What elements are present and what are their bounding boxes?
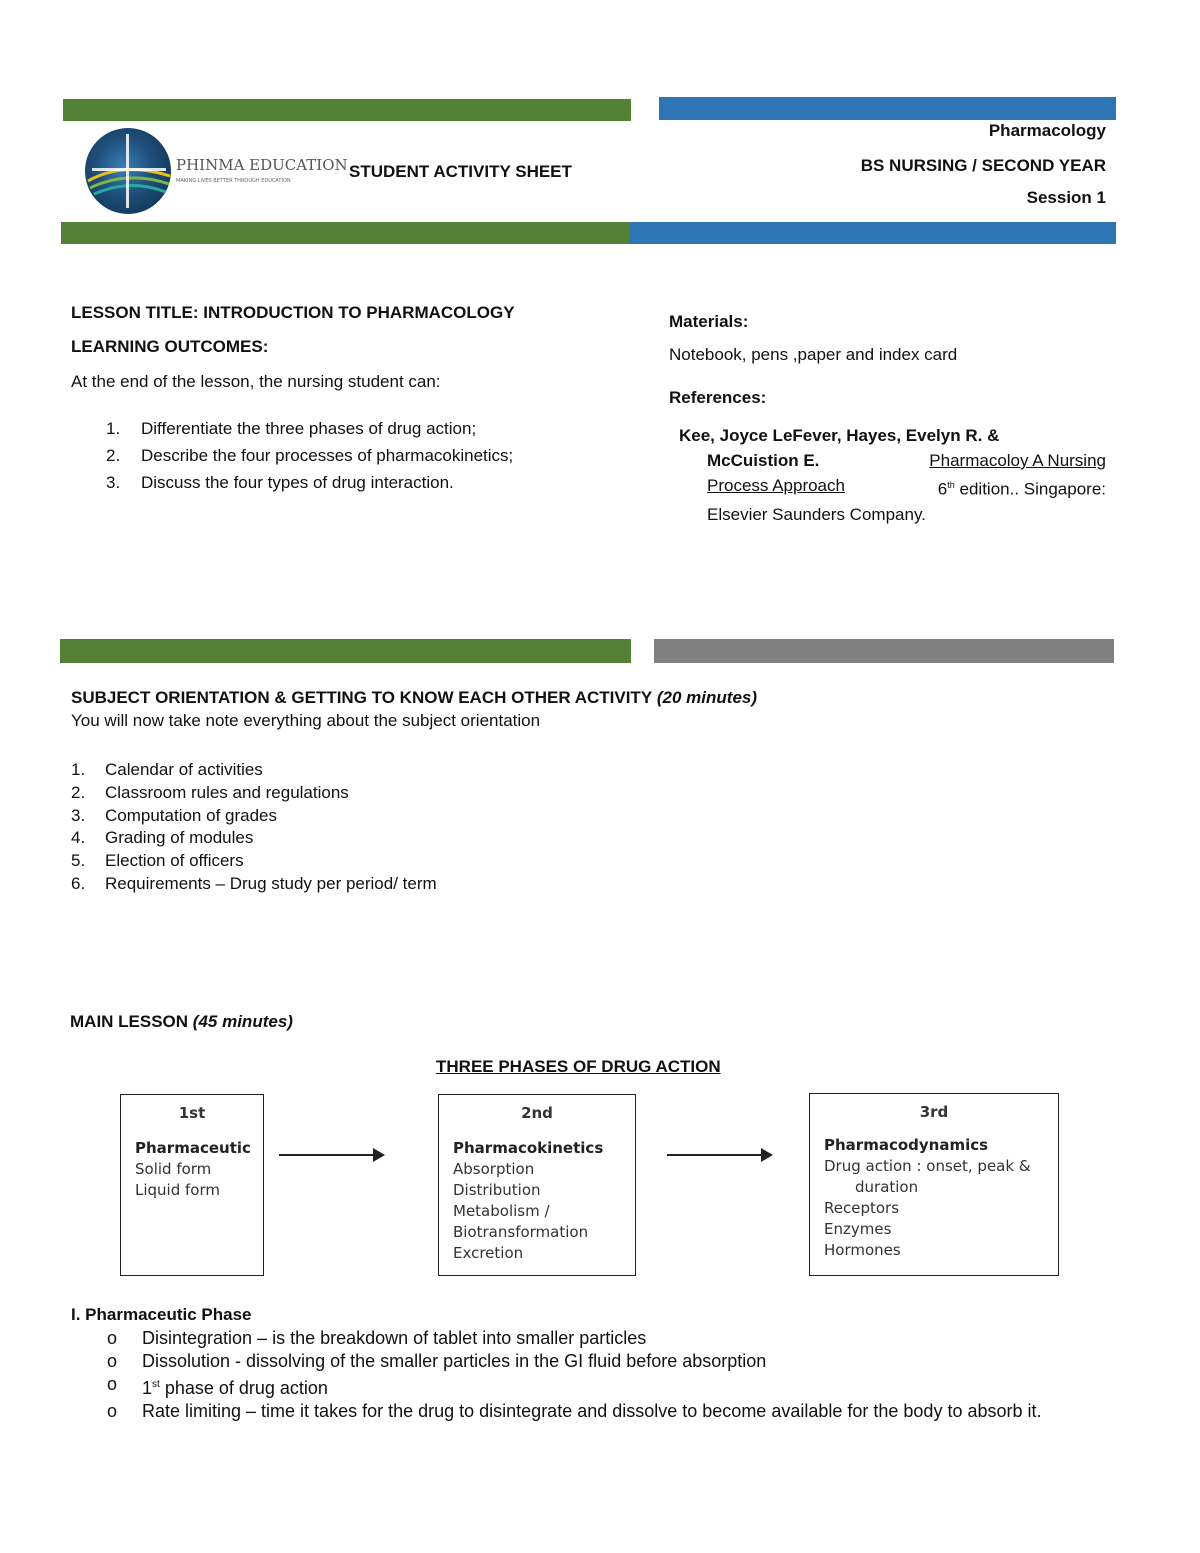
phase-box-3 (809, 1093, 1059, 1276)
phase-line: duration (855, 1178, 919, 1196)
lesson-title: LESSON TITLE: INTRODUCTION TO PHARMACOLOGY (71, 303, 515, 322)
phase-order: 3rd (919, 1103, 949, 1121)
subject-name: Pharmacology (988, 121, 1106, 140)
phinma-logo (84, 126, 348, 216)
phase-order: 2nd (521, 1104, 553, 1122)
reference-line-1: Kee, Joyce LeFever, Hayes, Evelyn R. & (679, 426, 1000, 445)
materials-heading: Materials: (669, 312, 749, 331)
list-item: 2. Describe the four processes of pharmacokinetics; (106, 446, 514, 465)
phase-line: Receptors (824, 1199, 900, 1217)
list-item: o Dissolution - dissolving of the smaller particles in the GI fluid before absorption (107, 1351, 767, 1371)
section-divider-green-bar (60, 639, 631, 663)
reference-entry (679, 423, 1106, 527)
header-bottom-green-bar (61, 222, 630, 244)
list-item: 1. Calendar of activities (71, 760, 263, 779)
phase-line: Solid form (135, 1160, 212, 1178)
phase-line: Enzymes (824, 1220, 892, 1238)
main-lesson-heading: MAIN LESSON (45 minutes) (70, 1012, 293, 1031)
header-top-green-bar (63, 99, 631, 121)
orientation-list (71, 759, 437, 896)
orientation-intro: You will now take note everything about the subject orientation (71, 711, 541, 730)
list-item: o Rate limiting – time it takes for the drug to disintegrate and dissolve to become available for the body to absorb it. (107, 1401, 1042, 1421)
list-item: 6. Requirements – Drug study per period/ term (71, 873, 437, 893)
phase-line: Drug action : onset, peak & (824, 1157, 1031, 1175)
phase-title: Pharmacokinetics (453, 1139, 604, 1157)
list-item: 1. Differentiate the three phases of drug action; (106, 419, 477, 438)
outcomes-intro: At the end of the lesson, the nursing student can: (71, 372, 441, 391)
reference-line-2: McCuistion E. Pharmacoloy A Nursing (679, 448, 1106, 473)
phase-line: Hormones (824, 1241, 901, 1259)
list-item: 2. Classroom rules and regulations (71, 782, 349, 802)
orientation-heading: SUBJECT ORIENTATION & GETTING TO KNOW EACH OTHER ACTIVITY (20 minutes) (71, 688, 758, 707)
diagram-title: THREE PHASES OF DRUG ACTION (436, 1057, 721, 1076)
materials-text: Notebook, pens ,paper and index card (669, 345, 958, 364)
list-item: o 1st phase of drug action (107, 1374, 328, 1398)
header-bottom-blue-bar (630, 222, 1116, 244)
phase-line: Metabolism / (453, 1202, 550, 1220)
program-year: BS NURSING / SECOND YEAR (860, 156, 1106, 175)
arrow-1-to-2 (279, 1154, 383, 1156)
svg-text:MAKING LIVES BETTER THROUGH ED: MAKING LIVES BETTER THROUGH EDUCATION (176, 178, 291, 184)
header-top-blue-bar (659, 97, 1116, 120)
reference-line-4: Elsevier Saunders Company. (707, 504, 926, 524)
phase-box-1 (120, 1094, 264, 1276)
list-item: 3. Discuss the four types of drug interaction. (106, 473, 454, 492)
pharmaceutic-phase-heading: I. Pharmaceutic Phase (71, 1305, 252, 1324)
phase-line: Absorption (453, 1160, 535, 1178)
phase-line: Liquid form (135, 1181, 220, 1199)
references-heading: References: (669, 388, 767, 407)
phase-title: Pharmaceutic (135, 1139, 251, 1157)
arrow-2-to-3 (667, 1154, 771, 1156)
book-title-part-2: Process Approach (707, 476, 845, 495)
pharmaceutic-list (71, 1327, 1151, 1423)
learning-outcomes-list (106, 415, 513, 496)
list-item: o Disintegration – is the breakdown of tablet into smaller particles (107, 1328, 647, 1348)
phase-title: Pharmacodynamics (824, 1136, 989, 1154)
book-title-part-1: Pharmacoloy A Nursing (929, 451, 1106, 470)
phase-box-2 (438, 1094, 636, 1276)
list-item: 5. Election of officers (71, 851, 244, 871)
section-divider-gray-bar (654, 639, 1114, 663)
list-item: 3. Computation of grades (71, 805, 277, 825)
reference-line-3: Process Approach 6th edition.. Singapore: (679, 473, 1106, 502)
svg-text:PHINMA EDUCATION: PHINMA EDUCATION (176, 156, 348, 174)
session-label: Session 1 (1026, 188, 1106, 207)
phase-line: Excretion (453, 1244, 524, 1262)
phase-line: Biotransformation (453, 1223, 589, 1241)
phase-line: Distribution (453, 1181, 541, 1199)
learning-outcomes-heading: LEARNING OUTCOMES: (71, 337, 269, 356)
phase-order: 1st (178, 1104, 206, 1122)
sheet-title: STUDENT ACTIVITY SHEET (349, 162, 572, 181)
list-item: 4. Grading of modules (71, 828, 254, 848)
